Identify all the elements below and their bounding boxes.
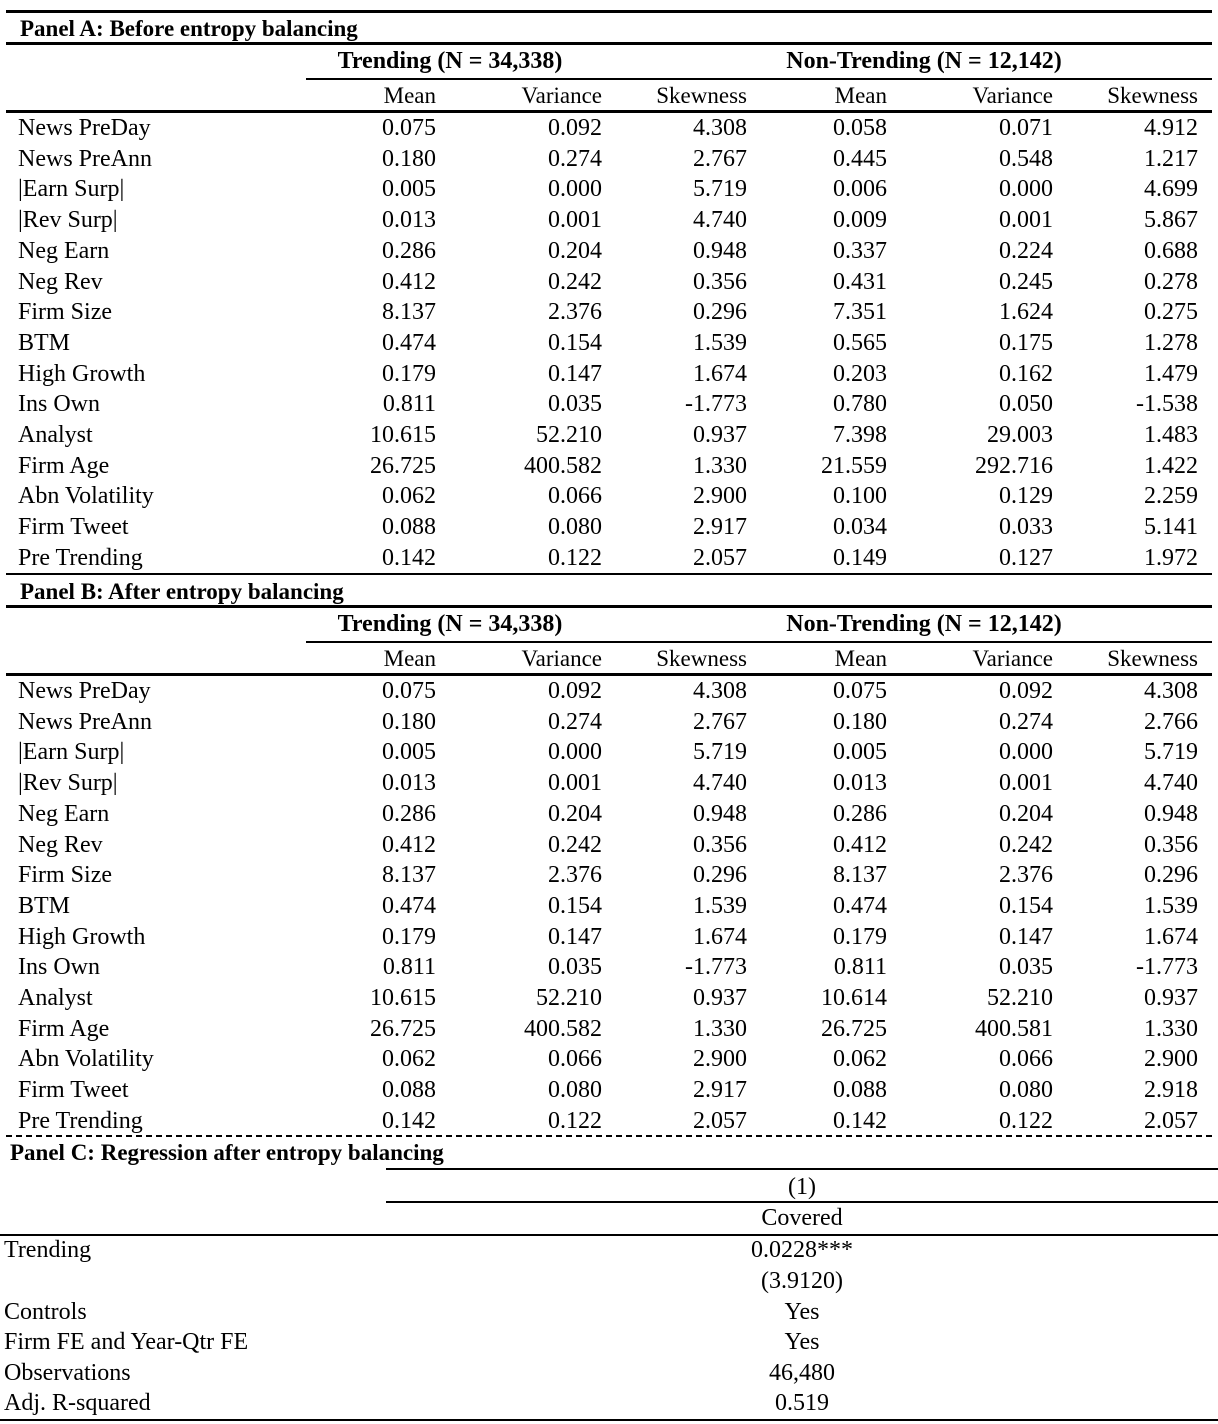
row-label: Firm Tweet — [18, 1077, 129, 1104]
table-cell: 0.274 — [548, 708, 602, 735]
panel-a-top-rule — [6, 10, 1212, 13]
table-cell: -1.538 — [1136, 391, 1198, 418]
table-cell: 10.614 — [821, 985, 887, 1011]
table-cell: 0.122 — [548, 1107, 602, 1134]
table-cell: 29.003 — [987, 422, 1053, 448]
table-cell: 0.080 — [548, 514, 602, 541]
row-label: Ins Own — [18, 954, 100, 981]
table-row — [6, 1014, 1212, 1045]
table-row — [6, 768, 1212, 799]
table-row — [6, 359, 1212, 390]
table-cell: 0.948 — [693, 237, 747, 264]
column-header-mean: Mean — [834, 83, 887, 108]
table-cell: 1.539 — [693, 329, 747, 356]
table-cell: 4.912 — [1144, 115, 1198, 141]
table-cell: 0.204 — [999, 800, 1053, 827]
row-label: |Rev Surp| — [18, 207, 118, 234]
table-cell: 0.066 — [548, 483, 602, 510]
table-row — [6, 891, 1212, 922]
table-cell: 0.780 — [833, 391, 887, 418]
table-cell: 0.009 — [833, 207, 887, 234]
table-cell: 4.308 — [693, 678, 747, 704]
table-cell: 0.412 — [382, 268, 436, 295]
table-row — [6, 1044, 1212, 1075]
row-label: Firm Tweet — [18, 514, 129, 541]
table-cell: 0.001 — [999, 770, 1053, 797]
table-cell: 0.296 — [693, 862, 747, 889]
table-cell: 2.057 — [1144, 1107, 1198, 1134]
table-cell: 0.149 — [833, 544, 887, 571]
table-cell: 1.674 — [693, 923, 747, 950]
group-header-trending: Trending (N = 34,338) — [337, 48, 563, 74]
row-label: Neg Earn — [18, 800, 110, 827]
panel-a — [6, 0, 1212, 578]
table-cell: 0.356 — [693, 831, 747, 858]
panel-c-title-rule — [386, 1168, 1218, 1170]
table-cell: 0.286 — [382, 800, 436, 827]
table-cell: 10.615 — [370, 985, 436, 1011]
table-row — [6, 144, 1212, 175]
column-header-variance: Variance — [972, 646, 1053, 671]
table-cell: 0.242 — [999, 831, 1053, 858]
table-cell: 2.767 — [693, 145, 747, 172]
stat-value: Yes — [784, 1329, 820, 1355]
row-label: High Growth — [18, 360, 146, 387]
table-cell: 0.080 — [999, 1077, 1053, 1104]
table-cell: 1.330 — [693, 452, 747, 479]
table-cell: 2.057 — [693, 544, 747, 571]
table-cell: 5.141 — [1144, 514, 1198, 541]
table-cell: 0.147 — [548, 923, 602, 950]
table-cell: 0.688 — [1144, 237, 1198, 264]
stat-value: 0.519 — [775, 1390, 829, 1416]
table-cell: 0.431 — [833, 268, 887, 295]
table-cell: 4.308 — [693, 115, 747, 141]
table-cell: 0.937 — [693, 985, 747, 1011]
table-cell: 0.062 — [382, 1046, 436, 1073]
column-header-skewness: Skewness — [656, 83, 747, 108]
table-cell: 5.867 — [1144, 207, 1198, 234]
dependent-variable: Covered — [761, 1205, 843, 1231]
table-cell: 0.001 — [999, 207, 1053, 234]
table-cell: 8.137 — [382, 299, 436, 326]
table-cell: 2.900 — [693, 1046, 747, 1073]
column-header-mean: Mean — [834, 646, 887, 671]
table-cell: 0.286 — [382, 237, 436, 264]
table-cell: 2.767 — [693, 708, 747, 735]
panel-c-bottom-rule — [0, 1419, 1218, 1421]
table-row — [6, 420, 1212, 451]
table-cell: 1.217 — [1144, 145, 1198, 172]
table-cell: 26.725 — [370, 1015, 436, 1042]
table-cell: 0.142 — [833, 1107, 887, 1134]
stat-label: Adj. R-squared — [4, 1390, 151, 1416]
table-cell: 0.013 — [382, 207, 436, 234]
table-cell: 0.092 — [999, 678, 1053, 704]
table-cell: 0.286 — [833, 800, 887, 827]
table-cell: 0.058 — [833, 115, 887, 141]
trending-coefficient: 0.0228*** — [751, 1237, 853, 1263]
table-cell: 0.948 — [1144, 800, 1198, 827]
table-cell: 0.005 — [833, 739, 887, 766]
table-cell: 0.075 — [833, 678, 887, 704]
table-cell: 0.122 — [548, 544, 602, 571]
table-cell: 0.565 — [833, 329, 887, 356]
table-cell: 0.088 — [382, 1077, 436, 1104]
panel-b — [6, 563, 1212, 1141]
table-row — [6, 830, 1212, 861]
row-label: News PreDay — [18, 678, 151, 704]
table-row — [6, 799, 1212, 830]
panel-b-title: Panel B: After entropy balancing — [20, 579, 344, 604]
row-label: Firm Size — [18, 299, 112, 326]
table-cell: 0.001 — [548, 770, 602, 797]
row-label: Firm Age — [18, 1015, 110, 1042]
table-cell: 0.412 — [833, 831, 887, 858]
table-cell: 0.162 — [999, 360, 1053, 387]
table-cell: 52.210 — [987, 985, 1053, 1011]
table-cell: 2.918 — [1144, 1077, 1198, 1104]
table-cell: 0.175 — [999, 329, 1053, 356]
table-cell: 0.000 — [548, 176, 602, 203]
table-cell: 4.308 — [1144, 678, 1198, 704]
table-cell: 0.154 — [548, 329, 602, 356]
table-cell: 0.100 — [833, 483, 887, 510]
table-cell: 0.224 — [999, 237, 1053, 264]
table-row — [6, 174, 1212, 205]
group-header-trending: Trending (N = 34,338) — [337, 611, 563, 637]
table-cell: 0.278 — [1144, 268, 1198, 295]
table-cell: 0.179 — [833, 923, 887, 950]
group-header-nontrending: Non-Trending (N = 12,142) — [786, 611, 1062, 637]
table-row — [6, 481, 1212, 512]
row-label: News PreDay — [18, 115, 151, 141]
table-cell: 0.071 — [999, 115, 1053, 141]
table-cell: 0.474 — [833, 892, 887, 919]
table-cell: 0.296 — [693, 299, 747, 326]
table-cell: 0.142 — [382, 544, 436, 571]
table-cell: 0.127 — [999, 544, 1053, 571]
table-cell: 0.075 — [382, 115, 436, 141]
table-cell: 0.033 — [999, 514, 1053, 541]
table-row — [6, 737, 1212, 768]
table-cell: 0.548 — [999, 145, 1053, 172]
row-label: Analyst — [18, 985, 93, 1011]
table-cell: 0.035 — [548, 391, 602, 418]
column-header-variance: Variance — [521, 83, 602, 108]
table-cell: 26.725 — [370, 452, 436, 479]
table-cell: 5.719 — [1144, 739, 1198, 766]
table-cell: 400.582 — [524, 1015, 602, 1042]
table-row — [6, 236, 1212, 267]
table-cell: 0.080 — [548, 1077, 602, 1104]
table-cell: -1.773 — [685, 954, 747, 981]
table-cell: 0.274 — [548, 145, 602, 172]
table-cell: 0.154 — [999, 892, 1053, 919]
table-cell: -1.773 — [685, 391, 747, 418]
table-cell: 0.275 — [1144, 299, 1198, 326]
table-cell: 1.483 — [1144, 422, 1198, 448]
table-cell: 0.180 — [833, 708, 887, 735]
table-cell: 2.900 — [1144, 1046, 1198, 1073]
table-cell: 0.066 — [548, 1046, 602, 1073]
row-label: News PreAnn — [18, 708, 152, 735]
table-cell: 1.539 — [1144, 892, 1198, 919]
table-cell: 2.917 — [693, 1077, 747, 1104]
table-cell: 5.719 — [693, 739, 747, 766]
table-cell: 8.137 — [382, 862, 436, 889]
table-cell: 0.245 — [999, 268, 1053, 295]
table-cell: 0.013 — [382, 770, 436, 797]
row-label: News PreAnn — [18, 145, 152, 172]
table-cell: 0.013 — [833, 770, 887, 797]
table-cell: 292.716 — [975, 452, 1053, 479]
table-cell: 0.937 — [1144, 985, 1198, 1011]
table-cell: 0.034 — [833, 514, 887, 541]
table-cell: 0.142 — [382, 1107, 436, 1134]
table-row — [6, 113, 1212, 144]
table-cell: 2.376 — [548, 862, 602, 889]
table-cell: 1.539 — [693, 892, 747, 919]
column-header-skewness: Skewness — [656, 646, 747, 671]
table-row — [6, 328, 1212, 359]
trending-label: Trending — [4, 1237, 92, 1263]
table-cell: 4.740 — [1144, 770, 1198, 797]
table-cell: 1.972 — [1144, 544, 1198, 571]
column-header-variance: Variance — [972, 83, 1053, 108]
table-cell: 8.137 — [833, 862, 887, 889]
model-number: (1) — [788, 1174, 816, 1200]
table-cell: -1.773 — [1136, 954, 1198, 981]
row-label: |Rev Surp| — [18, 770, 118, 797]
table-cell: 52.210 — [536, 422, 602, 448]
table-cell: 0.050 — [999, 391, 1053, 418]
table-cell: 0.204 — [548, 237, 602, 264]
column-header-mean: Mean — [383, 83, 436, 108]
table-row — [6, 297, 1212, 328]
table-cell: 0.242 — [548, 831, 602, 858]
stat-label: Observations — [4, 1360, 131, 1386]
panel-a-title: Panel A: Before entropy balancing — [20, 16, 358, 41]
row-label: Analyst — [18, 422, 93, 448]
row-label: Neg Earn — [18, 237, 110, 264]
table-cell: 0.948 — [693, 800, 747, 827]
row-label: Firm Size — [18, 862, 112, 889]
table-cell: 0.075 — [382, 678, 436, 704]
group-header-rule — [306, 641, 1212, 643]
column-header-skewness: Skewness — [1107, 83, 1198, 108]
panel-c-title: Panel C: Regression after entropy balancing — [10, 1140, 444, 1165]
table-cell: 1.674 — [693, 360, 747, 387]
row-label: Neg Rev — [18, 831, 103, 858]
table-cell: 0.147 — [999, 923, 1053, 950]
table-cell: 0.337 — [833, 237, 887, 264]
table-cell: 2.766 — [1144, 708, 1198, 735]
row-label: High Growth — [18, 923, 146, 950]
table-row — [6, 676, 1212, 707]
stat-label: Firm FE and Year-Qtr FE — [4, 1329, 249, 1355]
table-cell: 0.000 — [999, 176, 1053, 203]
table-cell: 0.147 — [548, 360, 602, 387]
table-cell: 0.811 — [382, 391, 436, 418]
table-cell: 0.179 — [382, 923, 436, 950]
table-cell: 0.811 — [833, 954, 887, 981]
row-label: BTM — [18, 892, 71, 919]
table-cell: 0.445 — [833, 145, 887, 172]
table-cell: 0.092 — [548, 115, 602, 141]
trending-tstat: (3.9120) — [761, 1268, 843, 1294]
table-cell: 0.122 — [999, 1107, 1053, 1134]
table-cell: 0.005 — [382, 176, 436, 203]
table-cell: 2.376 — [999, 862, 1053, 889]
row-label: BTM — [18, 329, 71, 356]
table-row — [6, 451, 1212, 482]
table-row — [6, 389, 1212, 420]
table-cell: 4.740 — [693, 207, 747, 234]
row-label: Abn Volatility — [18, 483, 154, 510]
table-cell: 0.006 — [833, 176, 887, 203]
table-cell: 2.376 — [548, 299, 602, 326]
table-cell: 0.088 — [833, 1077, 887, 1104]
table-cell: 0.062 — [833, 1046, 887, 1073]
row-label: Pre Trending — [18, 1107, 143, 1134]
row-label: |Earn Surp| — [18, 176, 125, 203]
table-cell: 1.278 — [1144, 329, 1198, 356]
panel-c — [0, 1136, 1218, 1424]
table-cell: 7.398 — [833, 422, 887, 448]
table-row — [6, 1106, 1212, 1137]
table-cell: 0.000 — [999, 739, 1053, 766]
table-cell: 0.001 — [548, 207, 602, 234]
table-cell: 4.699 — [1144, 176, 1198, 203]
table-cell: 1.330 — [1144, 1015, 1198, 1042]
stat-value: Yes — [784, 1299, 820, 1325]
row-label: Abn Volatility — [18, 1046, 154, 1073]
table-cell: 0.035 — [999, 954, 1053, 981]
table-cell: 2.259 — [1144, 483, 1198, 510]
table-cell: 4.740 — [693, 770, 747, 797]
table-row — [6, 707, 1212, 738]
table-row — [6, 922, 1212, 953]
panel-b-title-rule — [6, 605, 1212, 608]
column-header-skewness: Skewness — [1107, 646, 1198, 671]
table-cell: 1.422 — [1144, 452, 1198, 479]
table-cell: 0.811 — [382, 954, 436, 981]
table-cell: 0.035 — [548, 954, 602, 981]
table-row — [6, 952, 1212, 983]
table-cell: 400.581 — [975, 1015, 1053, 1042]
table-cell: 400.582 — [524, 452, 602, 479]
table-cell: 0.129 — [999, 483, 1053, 510]
table-row — [6, 267, 1212, 298]
table-cell: 0.204 — [548, 800, 602, 827]
table-cell: 0.356 — [1144, 831, 1198, 858]
row-label: Neg Rev — [18, 268, 103, 295]
group-header-rule — [306, 78, 1212, 80]
table-row — [6, 512, 1212, 543]
table-cell: 1.674 — [1144, 923, 1198, 950]
table-cell: 0.062 — [382, 483, 436, 510]
table-cell: 2.917 — [693, 514, 747, 541]
table-cell: 0.242 — [548, 268, 602, 295]
table-cell: 0.179 — [382, 360, 436, 387]
row-label: Pre Trending — [18, 544, 143, 571]
table-cell: 0.180 — [382, 145, 436, 172]
stat-value: 46,480 — [769, 1360, 835, 1386]
group-header-nontrending: Non-Trending (N = 12,142) — [786, 48, 1062, 74]
stat-label: Controls — [4, 1299, 87, 1325]
row-label: Firm Age — [18, 452, 110, 479]
table-cell: 0.296 — [1144, 862, 1198, 889]
table-row — [6, 860, 1212, 891]
table-cell: 2.900 — [693, 483, 747, 510]
table-cell: 21.559 — [821, 452, 887, 479]
table-cell: 0.474 — [382, 892, 436, 919]
table-cell: 7.351 — [833, 299, 887, 326]
table-cell: 0.937 — [693, 422, 747, 448]
table-cell: 0.412 — [382, 831, 436, 858]
table-cell: 0.274 — [999, 708, 1053, 735]
table-cell: 10.615 — [370, 422, 436, 448]
column-header-mean: Mean — [383, 646, 436, 671]
table-cell: 0.005 — [382, 739, 436, 766]
table-cell: 0.154 — [548, 892, 602, 919]
column-header-variance: Variance — [521, 646, 602, 671]
table-cell: 0.092 — [548, 678, 602, 704]
row-label: |Earn Surp| — [18, 739, 125, 766]
table-cell: 5.719 — [693, 176, 747, 203]
table-cell: 1.624 — [999, 299, 1053, 326]
table-cell: 52.210 — [536, 985, 602, 1011]
table-cell: 2.057 — [693, 1107, 747, 1134]
table-cell: 1.330 — [693, 1015, 747, 1042]
table-cell: 0.066 — [999, 1046, 1053, 1073]
table-row — [6, 1075, 1212, 1106]
table-cell: 26.725 — [821, 1015, 887, 1042]
table-cell: 0.356 — [693, 268, 747, 295]
row-label: Ins Own — [18, 391, 100, 418]
table-row — [6, 983, 1212, 1014]
table-cell: 0.203 — [833, 360, 887, 387]
table-cell: 0.474 — [382, 329, 436, 356]
table-row — [6, 205, 1212, 236]
table-cell: 0.180 — [382, 708, 436, 735]
table-cell: 0.000 — [548, 739, 602, 766]
table-cell: 0.088 — [382, 514, 436, 541]
panel-a-title-rule — [6, 42, 1212, 45]
table-cell: 1.479 — [1144, 360, 1198, 387]
